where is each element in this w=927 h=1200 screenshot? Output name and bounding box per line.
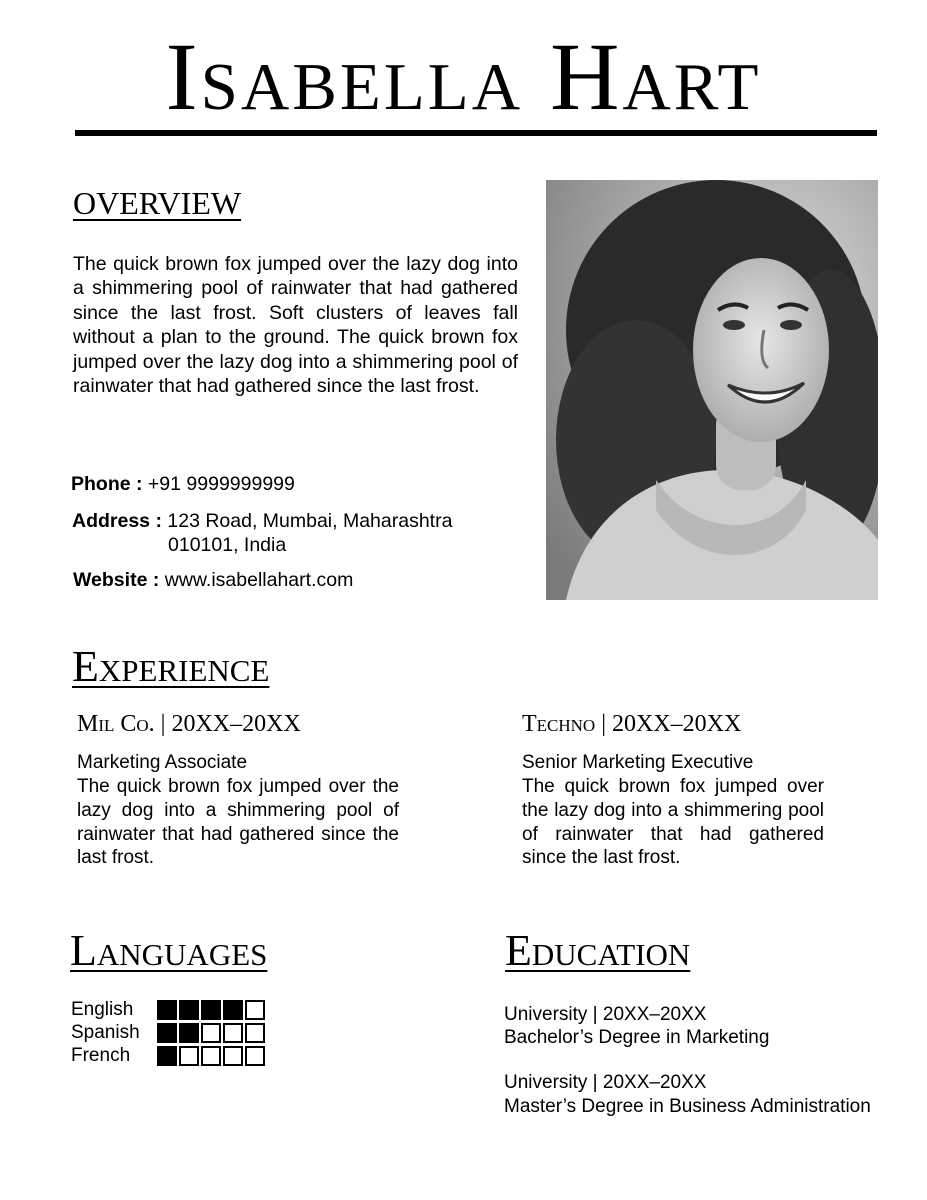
portrait-icon [546, 180, 878, 600]
phone-label: Phone : [71, 473, 143, 495]
level-box-empty [245, 1046, 265, 1066]
language-level-meter [157, 1000, 265, 1020]
portrait-photo [546, 180, 878, 600]
address-line-2: 010101, India [168, 534, 287, 556]
address-label: Address : [72, 510, 162, 532]
page-title: Isabella Hart [165, 23, 762, 130]
level-box-filled [179, 1023, 199, 1043]
languages-heading: Languages [70, 926, 268, 975]
language-name: French [71, 1045, 131, 1066]
job-description: The quick brown fox jumped over the lazy dog into a shimmering pool of rainwater that had gathered since the last frost. [77, 776, 399, 869]
education-degree: Master’s Degree in Business Administration [504, 1096, 871, 1117]
education-school: University | 20XX–20XX [504, 1004, 707, 1025]
level-box-empty [223, 1046, 243, 1066]
level-box-filled [157, 1000, 177, 1020]
job-heading: Mil Co. | 20XX–20XX [77, 711, 301, 737]
address-line-1: 123 Road, Mumbai, Maharashtra [167, 510, 453, 532]
level-box-filled [223, 1000, 243, 1020]
education-degree: Bachelor’s Degree in Marketing [504, 1027, 770, 1048]
address-row [72, 509, 452, 533]
education-school: University | 20XX–20XX [504, 1072, 707, 1093]
experience-heading: Experience [72, 642, 270, 691]
education-heading: Education [505, 926, 691, 975]
title-divider [75, 130, 877, 136]
language-level-meter [157, 1046, 265, 1066]
overview-paragraph: The quick brown fox jumped over the lazy dog into a shimmering pool of rainwater that had gathered since the last frost. Soft clusters of leaves fall without a plan to the ground. The quick brown fox jumped over the lazy dog into a shimmering pool of rainwater that had gathered since the last frost. [73, 253, 518, 398]
website-label: Website : [73, 569, 160, 591]
overview-heading: overview [73, 173, 242, 224]
level-box-filled [201, 1000, 221, 1020]
level-box-filled [157, 1046, 177, 1066]
level-box-empty [245, 1000, 265, 1020]
language-level-meter [157, 1023, 265, 1043]
level-box-empty [179, 1046, 199, 1066]
phone-row [71, 472, 295, 496]
website-row [73, 568, 353, 592]
language-name: English [71, 999, 134, 1020]
job-role: Senior Marketing Executive [522, 752, 754, 773]
phone-value: +91 9999999999 [147, 473, 295, 495]
level-box-filled [179, 1000, 199, 1020]
website-link[interactable]: www.isabellahart.com [164, 569, 354, 591]
level-box-empty [201, 1046, 221, 1066]
language-name: Spanish [71, 1022, 140, 1043]
job-description: The quick brown fox jumped over the lazy dog into a shimmering pool of rainwater that had gathered since the last frost. [522, 776, 824, 869]
job-heading: Techno | 20XX–20XX [522, 711, 742, 737]
level-box-empty [245, 1023, 265, 1043]
level-box-empty [201, 1023, 221, 1043]
job-role: Marketing Associate [77, 752, 248, 773]
level-box-empty [223, 1023, 243, 1043]
level-box-filled [157, 1023, 177, 1043]
